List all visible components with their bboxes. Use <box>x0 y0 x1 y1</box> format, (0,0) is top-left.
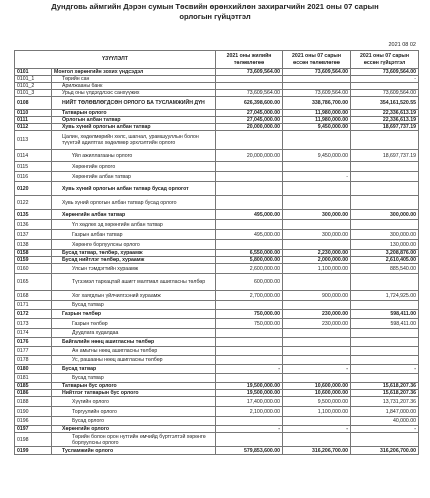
row-name: Байгалийн нөөц ашигласны төлбөр <box>52 338 216 347</box>
row-cumulative-plan: 230,000.00 <box>283 310 351 319</box>
row-annual-plan: - <box>216 426 283 433</box>
row-name: Хувь хүний орлогын албан татвар бусад орлого <box>52 196 216 210</box>
row-cumulative-actual <box>351 131 419 150</box>
row-annual-plan <box>216 374 283 383</box>
row-name: Улсын тэмдэгтийн хураамж <box>52 264 216 274</box>
row-annual-plan <box>216 301 283 310</box>
row-cumulative-plan <box>283 240 351 250</box>
table-row <box>15 124 419 131</box>
row-code: 0178 <box>15 356 52 365</box>
table-row <box>15 301 419 310</box>
row-cumulative-plan <box>283 196 351 210</box>
row-cumulative-actual <box>351 274 419 291</box>
row-cumulative-actual <box>351 356 419 365</box>
table-row <box>15 338 419 347</box>
row-code: 0111 <box>15 117 52 124</box>
row-name: Бусад нийтлэг төлбөр, хураамж <box>52 257 216 264</box>
row-name: НИЙТ ТӨЛӨВЛӨГДСӨН ОРЛОГО БА ТУСЛАМЖИЙН ДҮН <box>52 97 216 110</box>
table-row <box>15 447 419 455</box>
row-cumulative-plan <box>283 433 351 447</box>
row-code: 0199 <box>15 447 52 455</box>
header-indicator: ҮЗҮҮЛЭЛТ <box>15 51 216 69</box>
row-annual-plan: 19,500,000.00 <box>216 383 283 390</box>
header-annual-plan: 2021 оны жилийн төлөвлөгөө <box>216 51 283 69</box>
row-annual-plan: 600,000.00 <box>216 274 283 291</box>
header-cumulative-plan: 2021 оны 07 сарын өссөн төлөвлөгөө <box>283 51 351 69</box>
table-row <box>15 150 419 162</box>
row-code: 0115 <box>15 162 52 172</box>
row-cumulative-actual: 354,161,520.55 <box>351 97 419 110</box>
table-row <box>15 210 419 220</box>
row-cumulative-plan: 73,609,564.00 <box>283 69 351 76</box>
row-cumulative-actual: 885,540.00 <box>351 264 419 274</box>
row-name: Хөрөнгийн орлого <box>52 426 216 433</box>
row-code: 0180 <box>15 365 52 374</box>
row-code: 0168 <box>15 291 52 301</box>
row-cumulative-actual: 18,697,737.19 <box>351 124 419 131</box>
row-name: Татварын орлого <box>52 110 216 117</box>
row-annual-plan <box>216 83 283 90</box>
row-cumulative-actual: 15,618,207.36 <box>351 383 419 390</box>
table-row <box>15 131 419 150</box>
table-body <box>15 69 419 455</box>
table-row <box>15 310 419 319</box>
row-code: 0159 <box>15 257 52 264</box>
table-row <box>15 433 419 447</box>
row-cumulative-actual <box>351 347 419 356</box>
row-cumulative-plan: - <box>283 365 351 374</box>
row-name: Ус, рашааны нөөц ашигласны төлбөр <box>52 356 216 365</box>
row-annual-plan: 73,609,564.00 <box>216 90 283 97</box>
row-name: Бусад татвар <box>52 301 216 310</box>
row-cumulative-plan <box>283 83 351 90</box>
row-cumulative-plan <box>283 338 351 347</box>
table-row <box>15 397 419 407</box>
row-cumulative-plan: 9,450,000.00 <box>283 150 351 162</box>
row-name: Хувь хүний орлогын албан татвар бусад орлогот <box>52 182 216 196</box>
row-name: Цалин, хөдөлмөрийн хөлс, шагнал, урамшууллын болон түүнтэй адилтгах хөдөлмөр эрхлэлтийн орлого <box>52 131 216 150</box>
row-name: Нийтлэг татварын бус орлого <box>52 390 216 397</box>
row-annual-plan <box>216 433 283 447</box>
row-name: Бусад татвар, төлбөр, хураамж <box>52 250 216 257</box>
table-row <box>15 374 419 383</box>
row-annual-plan <box>216 417 283 426</box>
row-cumulative-plan <box>283 356 351 365</box>
row-cumulative-actual: 22,336,613.19 <box>351 110 419 117</box>
row-name: Монгол хөрөнгийн зохих үндсэдэл <box>52 69 216 76</box>
row-code: 0188 <box>15 397 52 407</box>
row-name: Торгуулийн орлого <box>52 407 216 417</box>
row-code: 0173 <box>15 319 52 329</box>
row-annual-plan: - <box>216 365 283 374</box>
row-cumulative-plan <box>283 329 351 338</box>
row-code: 0177 <box>15 347 52 356</box>
row-name: Төрийн сан <box>52 76 216 83</box>
row-cumulative-actual: 13,731,207.36 <box>351 397 419 407</box>
row-name: Газрын албан татвар <box>52 230 216 240</box>
row-cumulative-plan <box>283 76 351 83</box>
table-row <box>15 162 419 172</box>
row-code: 0136 <box>15 220 52 230</box>
row-code: 0120 <box>15 182 52 196</box>
row-annual-plan: 2,100,000.00 <box>216 407 283 417</box>
table-row <box>15 264 419 274</box>
table-row <box>15 390 419 397</box>
row-annual-plan: 2,700,000.00 <box>216 291 283 301</box>
row-code: 0101_1 <box>15 76 52 83</box>
row-cumulative-actual <box>351 162 419 172</box>
row-code: 0114 <box>15 150 52 162</box>
row-cumulative-actual: 18,697,737.19 <box>351 150 419 162</box>
table-row <box>15 347 419 356</box>
row-name: Хөрөнгийн орлого <box>52 162 216 172</box>
table-row <box>15 196 419 210</box>
row-annual-plan: 2,600,000.00 <box>216 264 283 274</box>
row-name: Орлогын албан татвар <box>52 117 216 124</box>
row-name: Газрын төлбөр <box>52 310 216 319</box>
row-code: 0196 <box>15 417 52 426</box>
row-name: Газрын төлбөр <box>52 319 216 329</box>
row-annual-plan: 17,400,000.00 <box>216 397 283 407</box>
row-code: 0176 <box>15 338 52 347</box>
row-annual-plan: 626,398,600.00 <box>216 97 283 110</box>
row-annual-plan <box>216 162 283 172</box>
row-cumulative-actual: 598,411.00 <box>351 319 419 329</box>
row-name: Хувь хүний орлогын албан татвар <box>52 124 216 131</box>
row-annual-plan <box>216 347 283 356</box>
row-cumulative-plan: 1,100,000.00 <box>283 407 351 417</box>
row-name: Хөрөнгө борлуулсны орлого <box>52 240 216 250</box>
row-annual-plan <box>216 76 283 83</box>
row-cumulative-plan: 73,609,564.00 <box>283 90 351 97</box>
row-code: 0172 <box>15 310 52 319</box>
row-cumulative-actual: 130,000.00 <box>351 240 419 250</box>
row-name: Үйл ажиллагааны орлого <box>52 150 216 162</box>
row-cumulative-plan: 300,000.00 <box>283 230 351 240</box>
table-row <box>15 426 419 433</box>
row-cumulative-actual: 598,411.00 <box>351 310 419 319</box>
row-code: 0110 <box>15 110 52 117</box>
row-cumulative-plan: 2,000,000.00 <box>283 257 351 264</box>
row-name: Төрийн болон орон нутгийн өмчийд бүртгэлтэй хөрөнгө борлуулсны орлого <box>52 433 216 447</box>
revenue-table <box>14 50 419 455</box>
row-code: 0101_3 <box>15 90 52 97</box>
row-annual-plan: 73,609,564.00 <box>216 69 283 76</box>
row-cumulative-plan: 1,100,000.00 <box>283 264 351 274</box>
row-name: Татварын бус орлого <box>52 383 216 390</box>
report-title-line1: Дундговь аймгийн Дэрэн сумын Төсвийн өрөнхийлөн захирагчийн 2021 оны 07 сарын <box>51 2 379 11</box>
table-row <box>15 76 419 83</box>
row-cumulative-plan <box>283 417 351 426</box>
row-code: 0186 <box>15 390 52 397</box>
row-name: Бусад татвар <box>52 374 216 383</box>
row-annual-plan: 495,000.00 <box>216 230 283 240</box>
row-cumulative-actual <box>351 433 419 447</box>
row-code: 0185 <box>15 383 52 390</box>
row-cumulative-plan: 10,600,000.00 <box>283 390 351 397</box>
row-annual-plan <box>216 338 283 347</box>
row-code: 0171 <box>15 301 52 310</box>
row-annual-plan: 750,000.00 <box>216 310 283 319</box>
row-cumulative-plan <box>283 301 351 310</box>
row-code: 0122 <box>15 196 52 210</box>
row-annual-plan: 579,853,600.00 <box>216 447 283 455</box>
row-cumulative-actual: 73,609,564.00 <box>351 69 419 76</box>
row-cumulative-plan: 9,500,000.00 <box>283 397 351 407</box>
row-annual-plan: 27,045,000.00 <box>216 110 283 117</box>
row-annual-plan <box>216 196 283 210</box>
table-row <box>15 97 419 110</box>
row-cumulative-actual <box>351 196 419 210</box>
table-row <box>15 117 419 124</box>
row-cumulative-actual: - <box>351 76 419 83</box>
row-cumulative-plan: 2,230,000.00 <box>283 250 351 257</box>
row-annual-plan: 495,000.00 <box>216 210 283 220</box>
table-row <box>15 417 419 426</box>
row-code: 0112 <box>15 124 52 131</box>
row-name: Хог хаягдлын үйлчилгээний хураамж <box>52 291 216 301</box>
row-annual-plan: 27,045,000.00 <box>216 117 283 124</box>
row-annual-plan <box>216 329 283 338</box>
row-cumulative-plan: 338,786,700.00 <box>283 97 351 110</box>
table-row <box>15 383 419 390</box>
row-annual-plan: 5,800,000.00 <box>216 257 283 264</box>
row-annual-plan <box>216 220 283 230</box>
row-cumulative-actual <box>351 83 419 90</box>
table-row <box>15 220 419 230</box>
row-annual-plan <box>216 182 283 196</box>
row-cumulative-plan: 300,000.00 <box>283 210 351 220</box>
table-row <box>15 291 419 301</box>
row-annual-plan: 19,500,000.00 <box>216 390 283 397</box>
row-cumulative-actual <box>351 329 419 338</box>
row-name: Хөрөнгийн албан татвар <box>52 172 216 182</box>
row-cumulative-actual <box>351 338 419 347</box>
row-code: 0108 <box>15 97 52 110</box>
row-name: Түгээмэл тархацтай ашигт малтмал ашигласны төлбөр <box>52 274 216 291</box>
header-cumulative-actual: 2021 оны 07 сарын өссөн гүйцэтгэл <box>351 51 419 69</box>
table-row <box>15 110 419 117</box>
row-cumulative-plan: 230,000.00 <box>283 319 351 329</box>
row-cumulative-plan: 316,206,700.00 <box>283 447 351 455</box>
row-code: 0197 <box>15 426 52 433</box>
row-cumulative-actual <box>351 374 419 383</box>
row-code: 0190 <box>15 407 52 417</box>
table-row <box>15 172 419 182</box>
row-name: Хүүгийн орлого <box>52 397 216 407</box>
table-row <box>15 69 419 76</box>
row-code: 0158 <box>15 250 52 257</box>
row-cumulative-actual <box>351 220 419 230</box>
row-annual-plan: 20,000,000.00 <box>216 124 283 131</box>
row-cumulative-plan: 9,450,000.00 <box>283 124 351 131</box>
row-cumulative-actual: 300,000.00 <box>351 210 419 220</box>
table-row <box>15 274 419 291</box>
row-cumulative-plan: 900,000.00 <box>283 291 351 301</box>
row-cumulative-actual: 3,208,876.00 <box>351 250 419 257</box>
row-name: Урьд оны үлдэгдлээс санхүүжих <box>52 90 216 97</box>
table-row <box>15 319 419 329</box>
row-cumulative-plan: 10,600,000.00 <box>283 383 351 390</box>
row-cumulative-actual: 316,206,700.00 <box>351 447 419 455</box>
table-row <box>15 83 419 90</box>
row-annual-plan: 6,550,000.00 <box>216 250 283 257</box>
row-cumulative-plan <box>283 374 351 383</box>
row-code: 0101_2 <box>15 83 52 90</box>
table-row <box>15 356 419 365</box>
row-code: 0113 <box>15 131 52 150</box>
row-code: 0165 <box>15 274 52 291</box>
row-name: Бусад татвар <box>52 365 216 374</box>
row-cumulative-actual <box>351 301 419 310</box>
row-cumulative-plan <box>283 220 351 230</box>
row-annual-plan <box>216 172 283 182</box>
table-row <box>15 329 419 338</box>
row-annual-plan: 20,000,000.00 <box>216 150 283 162</box>
row-cumulative-actual: 1,847,000.00 <box>351 407 419 417</box>
table-row <box>15 365 419 374</box>
table-row <box>15 250 419 257</box>
row-cumulative-actual: 300,000.00 <box>351 230 419 240</box>
row-annual-plan <box>216 240 283 250</box>
row-name: Тусламжийн орлого <box>52 447 216 455</box>
row-cumulative-actual <box>351 172 419 182</box>
row-code: 0181 <box>15 374 52 383</box>
row-cumulative-actual: 40,000.00 <box>351 417 419 426</box>
table-row <box>15 240 419 250</box>
table-row <box>15 230 419 240</box>
row-cumulative-plan: - <box>283 426 351 433</box>
row-cumulative-plan <box>283 162 351 172</box>
row-code: 0137 <box>15 230 52 240</box>
row-cumulative-actual <box>351 182 419 196</box>
table-header-row <box>15 51 419 69</box>
row-code: 0174 <box>15 329 52 338</box>
row-annual-plan <box>216 131 283 150</box>
row-cumulative-actual: 73,609,564.00 <box>351 90 419 97</box>
row-name: Арилжааны банк <box>52 83 216 90</box>
row-annual-plan: 750,000.00 <box>216 319 283 329</box>
row-cumulative-actual: 1,724,925.00 <box>351 291 419 301</box>
row-name: Бусад орлого <box>52 417 216 426</box>
row-name: Хөрөнгийн албан татвар <box>52 210 216 220</box>
row-code: 0101 <box>15 69 52 76</box>
row-cumulative-actual: 22,336,613.19 <box>351 117 419 124</box>
report-date: 2021 08 02 <box>388 42 416 48</box>
row-cumulative-plan: - <box>283 172 351 182</box>
row-code: 0116 <box>15 172 52 182</box>
row-cumulative-actual: - <box>351 365 419 374</box>
row-code: 0160 <box>15 264 52 274</box>
table-row <box>15 90 419 97</box>
row-cumulative-plan: 11,980,000.00 <box>283 117 351 124</box>
row-cumulative-plan <box>283 182 351 196</box>
row-name: Үл хөдлөх эд хөрөнгийн албан татвар <box>52 220 216 230</box>
report-title <box>0 0 430 22</box>
row-code: 0135 <box>15 210 52 220</box>
row-cumulative-plan <box>283 274 351 291</box>
row-name: Ан амьтны нөөц ашигласны төлбөр <box>52 347 216 356</box>
row-name: Дуудлага худалдаа <box>52 329 216 338</box>
row-cumulative-actual: 2,610,405.00 <box>351 257 419 264</box>
row-cumulative-actual: - <box>351 426 419 433</box>
row-code: 0138 <box>15 240 52 250</box>
row-code: 0198 <box>15 433 52 447</box>
table-row <box>15 407 419 417</box>
row-cumulative-plan: 11,980,000.00 <box>283 110 351 117</box>
row-cumulative-actual: 15,618,207.36 <box>351 390 419 397</box>
table-row <box>15 257 419 264</box>
report-title-line2: орлогын гүйцэтгэл <box>179 12 251 21</box>
row-cumulative-plan <box>283 347 351 356</box>
row-cumulative-plan <box>283 131 351 150</box>
row-annual-plan <box>216 356 283 365</box>
table-row <box>15 182 419 196</box>
